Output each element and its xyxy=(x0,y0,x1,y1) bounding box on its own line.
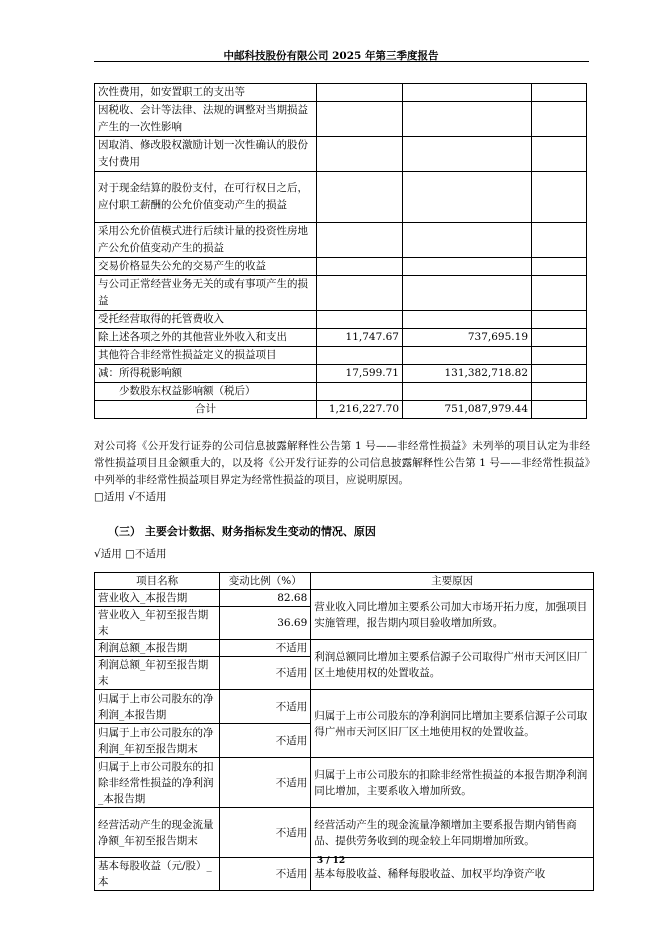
table-row xyxy=(95,365,587,383)
row-note xyxy=(532,347,587,365)
row-year-to-date xyxy=(403,276,532,311)
row-item: 次性费用，如安置职工的支出等 xyxy=(95,84,317,102)
explanation-text: 对公司将《公开发行证券的公司信息披露解释性公告第 1 号——非经常性损益》未列举的项目认定为非经常性损益项目且金额重大的，以及将《公开发行证券的公司信息披露解释性公告第 1 号——非经常性损益》中列举的非经常性损益项目界定为经常性损益的项目，应说明原因。 xyxy=(94,440,590,486)
row-item: 合计 xyxy=(95,401,317,419)
row-item: 与公司正常经营业务无关的或有事项产生的损益 xyxy=(95,276,317,311)
row-year-to-date: 751,087,979.44 xyxy=(403,401,532,419)
reason-eps: 基本每股收益、稀释每股收益、加权平均净资产收 xyxy=(311,858,594,891)
row-current-period xyxy=(317,276,403,311)
row-year-to-date xyxy=(403,311,532,329)
row-note xyxy=(532,172,587,223)
non-recurring-table xyxy=(94,83,587,419)
applicability-choice-1: □适用 √不适用 xyxy=(94,491,167,503)
row-name: 利润总额_本报告期 xyxy=(95,640,220,657)
row-current-period: 17,599.71 xyxy=(317,365,403,383)
reason-deducted-net-profit: 归属于上市公司股东的扣除非经常性损益的本报告期净利润同比增加，主要系收入增加所致。 xyxy=(311,758,594,808)
section-title: （三） 主要会计数据、财务指标发生变动的情况、原因 xyxy=(108,525,376,538)
row-item: 交易价格显失公允的交易产生的收益 xyxy=(95,258,317,276)
table-row xyxy=(95,347,587,365)
row-current-period xyxy=(317,137,403,172)
row-year-to-date xyxy=(403,258,532,276)
row-ratio: 不适用 xyxy=(220,657,311,690)
table-row xyxy=(95,172,587,223)
reason-total-profit: 利润总额同比增加主要系信源子公司取得广州市天河区旧厂区土地使用权的处置收益。 xyxy=(311,640,594,690)
row-ratio: 82.68 xyxy=(220,590,311,607)
row-year-to-date xyxy=(403,223,532,258)
row-name: 经营活动产生的现金流量净额_年初至报告期末 xyxy=(95,808,220,858)
row-note xyxy=(532,365,587,383)
row-ratio: 不适用 xyxy=(220,758,311,808)
row-ratio: 不适用 xyxy=(220,858,311,891)
row-item: 因取消、修改股权激励计划一次性确认的股份支付费用 xyxy=(95,137,317,172)
table-row xyxy=(95,311,587,329)
header-item-name: 项目名称 xyxy=(95,573,220,590)
table-row xyxy=(95,258,587,276)
row-note xyxy=(532,401,587,419)
table-row xyxy=(95,383,587,401)
row-ratio: 不适用 xyxy=(220,640,311,657)
table-row xyxy=(95,102,587,137)
row-current-period xyxy=(317,347,403,365)
row-note xyxy=(532,329,587,347)
page-number: 3 / 12 xyxy=(316,856,346,866)
row-name: 基本每股收益（元/股）_本 xyxy=(95,858,220,891)
row-note xyxy=(532,311,587,329)
row-name: 利润总额_年初至报告期末 xyxy=(95,657,220,690)
reason-operating-cashflow: 经营活动产生的现金流量净额增加主要系报告期内销售商品、提供劳务收到的现金较上年同期增加所致。 xyxy=(311,808,594,858)
reason-net-profit: 归属于上市公司股东的净利润同比增加主要系信源子公司取得广州市天河区旧厂区土地使用权的处置收益。 xyxy=(311,690,594,758)
row-current-period: 1,216,227.70 xyxy=(317,401,403,419)
row-year-to-date xyxy=(403,137,532,172)
row-note xyxy=(532,137,587,172)
row-name: 归属于上市公司股东的净利润_本报告期 xyxy=(95,690,220,724)
row-year-to-date xyxy=(403,347,532,365)
row-item: 其他符合非经常性损益定义的损益项目 xyxy=(95,347,317,365)
row-item: 减：所得税影响额 xyxy=(95,365,317,383)
table-row xyxy=(95,329,587,347)
row-item: 受托经营取得的托管费收入 xyxy=(95,311,317,329)
table-row xyxy=(95,84,587,102)
row-current-period: 11,747.67 xyxy=(317,329,403,347)
row-item: 对于现金结算的股份支付，在可行权日之后，应付职工薪酬的公允价值变动产生的损益 xyxy=(95,172,317,223)
row-year-to-date xyxy=(403,172,532,223)
row-current-period xyxy=(317,383,403,401)
row-current-period xyxy=(317,223,403,258)
row-note xyxy=(532,223,587,258)
row-current-period xyxy=(317,258,403,276)
row-note xyxy=(532,383,587,401)
table-row xyxy=(95,401,587,419)
row-item: 采用公允价值模式进行后续计量的投资性房地产公允价值变动产生的损益 xyxy=(95,223,317,258)
table-row xyxy=(95,223,587,258)
row-year-to-date: 737,695.19 xyxy=(403,329,532,347)
row-ratio: 36.69 xyxy=(220,607,311,640)
row-ratio: 不适用 xyxy=(220,690,311,724)
row-ratio: 不适用 xyxy=(220,724,311,758)
header-main-reason: 主要原因 xyxy=(311,573,594,590)
row-year-to-date xyxy=(403,383,532,401)
page-header: 中邮科技股份有限公司 2025 年第三季度报告 xyxy=(223,50,439,62)
row-year-to-date xyxy=(403,84,532,102)
row-item: 少数股东权益影响额（税后） xyxy=(95,383,317,401)
row-current-period xyxy=(317,102,403,137)
row-year-to-date: 131,382,718.82 xyxy=(403,365,532,383)
row-item: 因税收、会计等法律、法规的调整对当期损益产生的一次性影响 xyxy=(95,102,317,137)
row-name: 营业收入_本报告期 xyxy=(95,590,220,607)
applicability-choice-2: √适用 □不适用 xyxy=(94,548,167,560)
row-note xyxy=(532,276,587,311)
row-name: 归属于上市公司股东的净利润_年初至报告期末 xyxy=(95,724,220,758)
table-row xyxy=(95,137,587,172)
table-row xyxy=(95,276,587,311)
row-note xyxy=(532,84,587,102)
explanation-paragraph xyxy=(94,438,590,506)
row-current-period xyxy=(317,311,403,329)
row-ratio: 不适用 xyxy=(220,808,311,858)
header-rule xyxy=(94,61,589,62)
row-item: 除上述各项之外的其他营业外收入和支出 xyxy=(95,329,317,347)
reason-revenue: 营业收入同比增加主要系公司加大市场开拓力度，加强项目实施管理，报告期内项目验收增加所致。 xyxy=(311,590,594,640)
row-name: 营业收入_年初至报告期末 xyxy=(95,607,220,640)
header-change-ratio: 变动比例（%） xyxy=(220,573,311,590)
row-note xyxy=(532,258,587,276)
change-reasons-table xyxy=(94,572,594,891)
row-note xyxy=(532,102,587,137)
row-current-period xyxy=(317,172,403,223)
row-year-to-date xyxy=(403,102,532,137)
row-name: 归属于上市公司股东的扣除非经常性损益的净利润_本报告期 xyxy=(95,758,220,808)
row-current-period xyxy=(317,84,403,102)
